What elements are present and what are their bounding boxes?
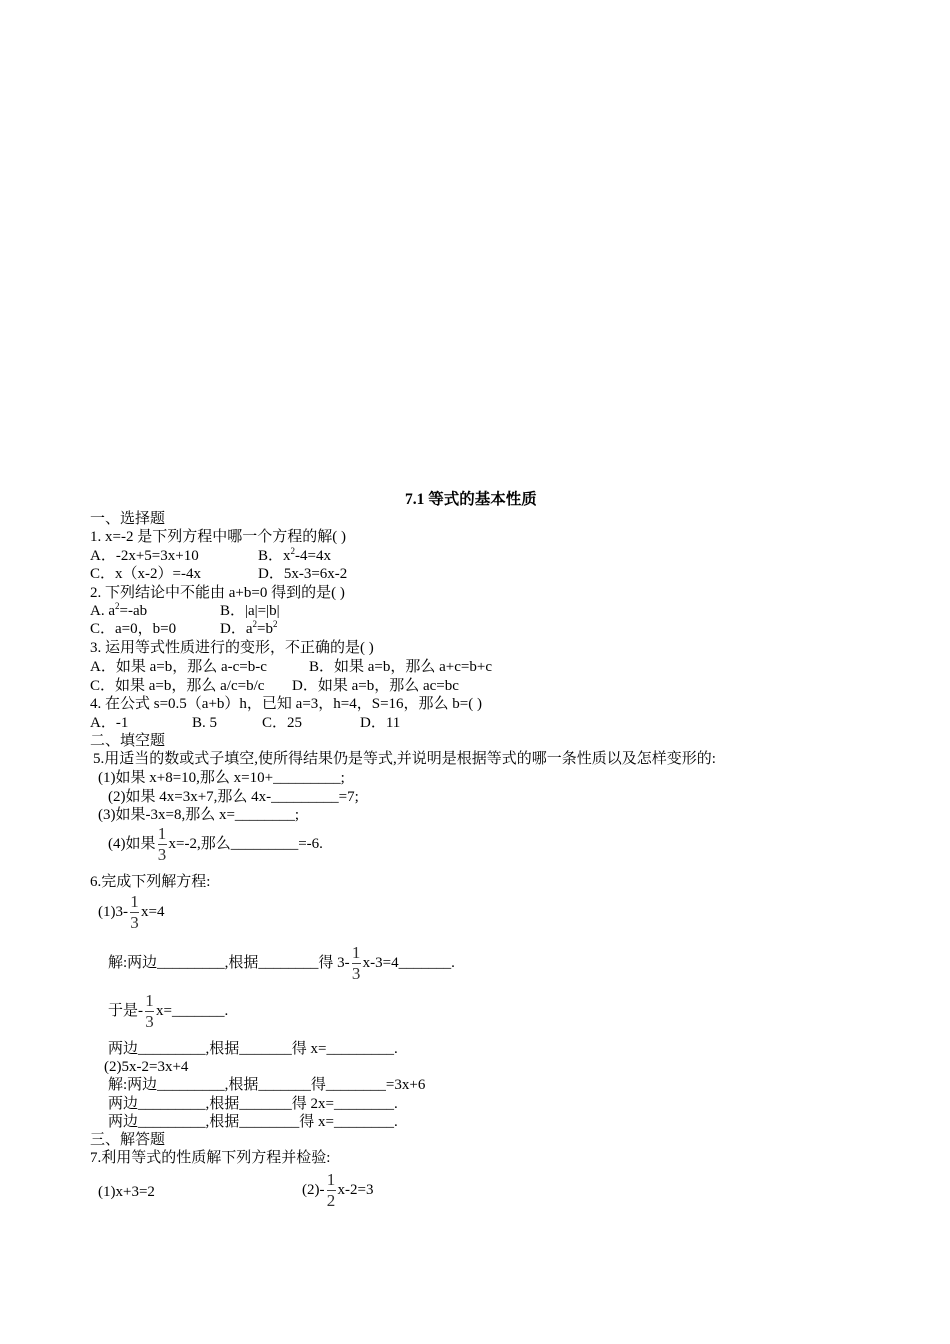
q7-item-1: (1)x+3=2 <box>98 1184 155 1200</box>
question-4: 4. 在公式 s=0.5（a+b）h，已知 a=3，h=4，S=16，那么 b=( ) <box>90 696 482 712</box>
question-3: 3. 运用等式性质进行的变形，不正确的是( ) <box>90 640 374 656</box>
q1-option-d: D．5x-3=6x-2 <box>258 566 348 582</box>
q6-2-step-1: 解:两边_________,根据_______得________=3x+6 <box>108 1077 426 1093</box>
q3-option-c: C．如果 a=b，那么 a/c=b/c <box>90 678 265 694</box>
q2-option-c: C．a=0，b=0 <box>90 621 177 637</box>
q6-equation-2: (2)5x-2=3x+4 <box>104 1059 189 1075</box>
fraction-one-third: $\frac{1}{3}$ <box>157 824 167 864</box>
q6-2-step-3: 两边_________,根据________得 x=________. <box>108 1114 398 1130</box>
q6-step-3: 两边_________,根据_______得 x=_________. <box>108 1041 398 1057</box>
fraction-one-third: $\frac{1}{3}$ <box>130 892 139 932</box>
q5-item-3: (3)如果-3x=8,那么 x=________; <box>98 807 300 823</box>
q5-item-4: (4)如果 $\frac{1}{3}$ x=-2,那么_________=-6. <box>108 824 323 864</box>
q6-equation-1: (1)3- $\frac{1}{3}$ x=4 <box>98 892 165 932</box>
question-1: 1. x=-2 是下列方程中哪一个方程的解( ) <box>90 529 346 545</box>
q3-option-b: B．如果 a=b，那么 a+c=b+c <box>309 659 492 675</box>
q1-option-c: C．x（x-2）=-4x <box>90 566 201 582</box>
q7-item-2: (2)- $\frac{1}{2}$ x-2=3 <box>302 1170 374 1210</box>
q2-option-a: A. $a^2=-ab$ <box>90 601 148 619</box>
question-5: 5.用适当的数或式子填空,使所得结果仍是等式,并说明是根据等式的哪一条性质以及怎样变形的: <box>93 751 716 767</box>
q6-step-1: 解:两边_________,根据________得 3- $\frac{1}{3}$ x-3=4_______. <box>108 943 455 983</box>
q4-option-d: D．11 <box>360 715 401 731</box>
page-title: 7.1 等式的基本性质 <box>405 491 537 508</box>
q4-option-c: C．25 <box>262 715 303 731</box>
q1-option-b: B．$x^2-4=4x$ <box>258 546 331 564</box>
section-fill-heading: 二、填空题 <box>90 733 166 749</box>
q5-item-2: (2)如果 4x=3x+7,那么 4x-_________=7; <box>108 789 359 805</box>
question-7: 7.利用等式的性质解下列方程并检验: <box>90 1150 331 1166</box>
fraction-one-half: $\frac{1}{2}$ <box>326 1170 336 1210</box>
fraction-one-third: $\frac{1}{3}$ <box>351 943 361 983</box>
question-2: 2. 下列结论中不能由 a+b=0 得到的是( ) <box>90 585 345 601</box>
q6-step-2: 于是- $\frac{1}{3}$ x=_______. <box>108 991 229 1031</box>
q3-option-a: A．如果 a=b，那么 a-c=b-c <box>90 659 267 675</box>
question-6: 6.完成下列解方程: <box>90 874 211 890</box>
q4-option-b: B. 5 <box>192 715 218 731</box>
q3-option-d: D．如果 a=b，那么 ac=bc <box>292 678 459 694</box>
q2-option-d: D．$a^2=b^2$ <box>220 619 278 637</box>
q1-option-a: A．-2x+5=3x+10 <box>90 548 199 564</box>
q4-option-a: A．-1 <box>90 715 129 731</box>
section-answer-heading: 三、解答题 <box>90 1132 166 1148</box>
q2-option-b: B．|a|=|b| <box>220 603 280 619</box>
q6-2-step-2: 两边_________,根据_______得 2x=________. <box>108 1096 398 1112</box>
section-choice-heading: 一、选择题 <box>90 511 166 527</box>
fraction-one-third: $\frac{1}{3}$ <box>145 991 154 1031</box>
q5-item-1: (1)如果 x+8=10,那么 x=10+_________; <box>98 770 345 786</box>
